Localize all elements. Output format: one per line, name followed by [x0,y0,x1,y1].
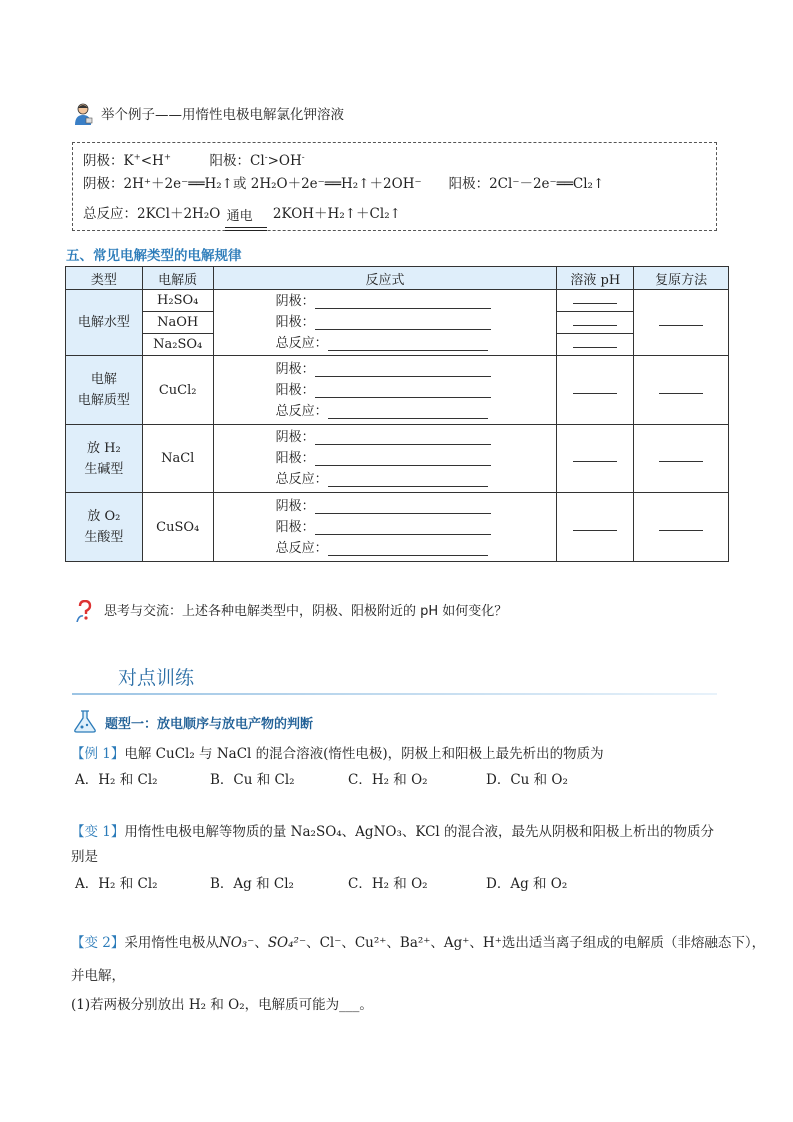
example-line-2: 阴极：2H⁺＋2e⁻══H₂↑或 2H₂O＋2e⁻══H₂↑＋2OH⁻ 阳极：2Cl⁻－2e⁻══Cl₂↑ [83,176,605,192]
col-ph: 溶液 pH [557,267,634,290]
variant-2-tag: 【变 2】 [71,935,125,951]
electrolysis-table [65,266,729,562]
reaction-cell-2: 阴极： 阳极： 总反应： [213,356,557,425]
section-5-title: 五、常见电解类型的电解规律 [66,248,242,264]
example-1-text: 电解 CuCl₂ 与 NaCl 的混合溶液(惰性电极)，阴极上和阳极上最先析出的物质为 [124,746,604,762]
reaction-cell-1: 阴极： 阳极： 总反应： [213,290,557,356]
restore-blank-1[interactable] [634,290,729,356]
col-restore: 复原方法 [634,267,729,290]
example-line-1: 阴极：K+<H+ 阳极：Cl->OH- [83,152,305,169]
reaction-cell-3: 阴极： 阳极： 总反应： [213,425,557,493]
ph-blank-3[interactable] [557,425,634,493]
variant-1-line-2: 别是 [71,849,98,865]
example-1-tag: 【例 1】 [71,746,125,762]
variant-1-tag: 【变 1】 [71,824,125,840]
option-b[interactable]: B．Cu 和 Cl₂ [210,772,295,788]
option-a[interactable]: A．H₂ 和 Cl₂ [75,772,158,788]
total-reaction-left: 总反应：2KCl＋2H₂O [83,206,221,222]
total-reaction-right: 2KOH＋H₂↑＋Cl₂↑ [272,206,401,222]
electrolyte-naoh: NaOH [142,312,213,334]
type-water: 电解水型 [66,290,143,356]
ph-blank-1a[interactable] [557,290,634,312]
electrolyte-cuso4: CuSO₄ [142,493,213,562]
electrolyte-nacl: NaCl [142,425,213,493]
sulfate-ion: SO₄²⁻ [267,935,307,951]
electrolyte-cucl2: CuCl₂ [142,356,213,425]
teacher-icon [73,103,93,125]
example-title: 举个例子——用惰性电极电解氯化钾溶液 [101,107,344,123]
option-c[interactable]: C．H₂ 和 O₂ [348,772,428,788]
think-question: 思考与交流：上述各种电解类型中，阴极、阳极附近的 pH 如何变化？ [104,604,508,619]
example-line-3: 总反应：2KCl＋2H₂O 通电 2KOH＋H₂↑＋Cl₂↑ [83,205,401,223]
anode-order-label: 阳极：Cl [209,153,265,169]
restore-blank-4[interactable] [634,493,729,562]
type-h2-base: 放 H₂ 生碱型 [66,425,143,493]
variant-1-line-1 [71,823,714,841]
col-reaction: 反应式 [213,267,557,290]
option-d[interactable]: D．Cu 和 O₂ [486,772,568,788]
col-type: 类型 [66,267,143,290]
ph-blank-1b[interactable] [557,312,634,334]
lt-sign: <H [140,153,164,169]
variant-2-question-1: (1)若两极分别放出 H₂ 和 O₂，电解质可能为___。 [71,997,373,1013]
restore-blank-2[interactable] [634,356,729,425]
option-c[interactable]: C．H₂ 和 O₂ [348,876,428,892]
electrolyte-h2so4: H₂SO₄ [142,290,213,312]
gt-sign: >OH [267,153,302,169]
type-electrolyte: 电解 电解质型 [66,356,143,425]
variant-2-line-1: 【变 2】采用惰性电极从NO₃⁻、SO₄²⁻、Cl⁻、Cu²⁺、Ba²⁺、Ag⁺、H⁺选出适当离子组成的电解质（非熔融态下）， [71,935,766,951]
reaction-cell-4: 阴极： 阳极： 总反应： [213,493,557,562]
electrolyte-na2so4: Na₂SO₄ [142,334,213,356]
variant-1-text: 用惰性电极电解等物质的量 Na₂SO₄、AgNO₃、KCl 的混合液，最先从阴极和阳极上析出的物质分 [124,824,715,840]
variant-2-line-2: 并电解， [71,968,125,984]
option-b[interactable]: B．Ag 和 Cl₂ [210,876,294,892]
training-divider [72,693,717,695]
question-mark-icon [76,600,94,622]
training-title: 对点训练 [118,667,195,689]
ph-blank-2[interactable] [557,356,634,425]
ph-blank-1c[interactable] [557,334,634,356]
type-o2-acid: 放 O₂ 生酸型 [66,493,143,562]
ph-blank-4[interactable] [557,493,634,562]
restore-blank-3[interactable] [634,425,729,493]
nitrate-ion: NO₃⁻ [218,935,255,951]
option-d[interactable]: D．Ag 和 O₂ [486,876,568,892]
col-electrolyte: 电解质 [142,267,213,290]
example-1 [71,745,604,763]
cathode-order-label: 阴极：K [83,153,134,169]
option-a[interactable]: A．H₂ 和 Cl₂ [75,876,158,892]
question-type-title: 题型一：放电顺序与放电产物的判断 [105,717,314,732]
flask-icon [72,709,98,733]
